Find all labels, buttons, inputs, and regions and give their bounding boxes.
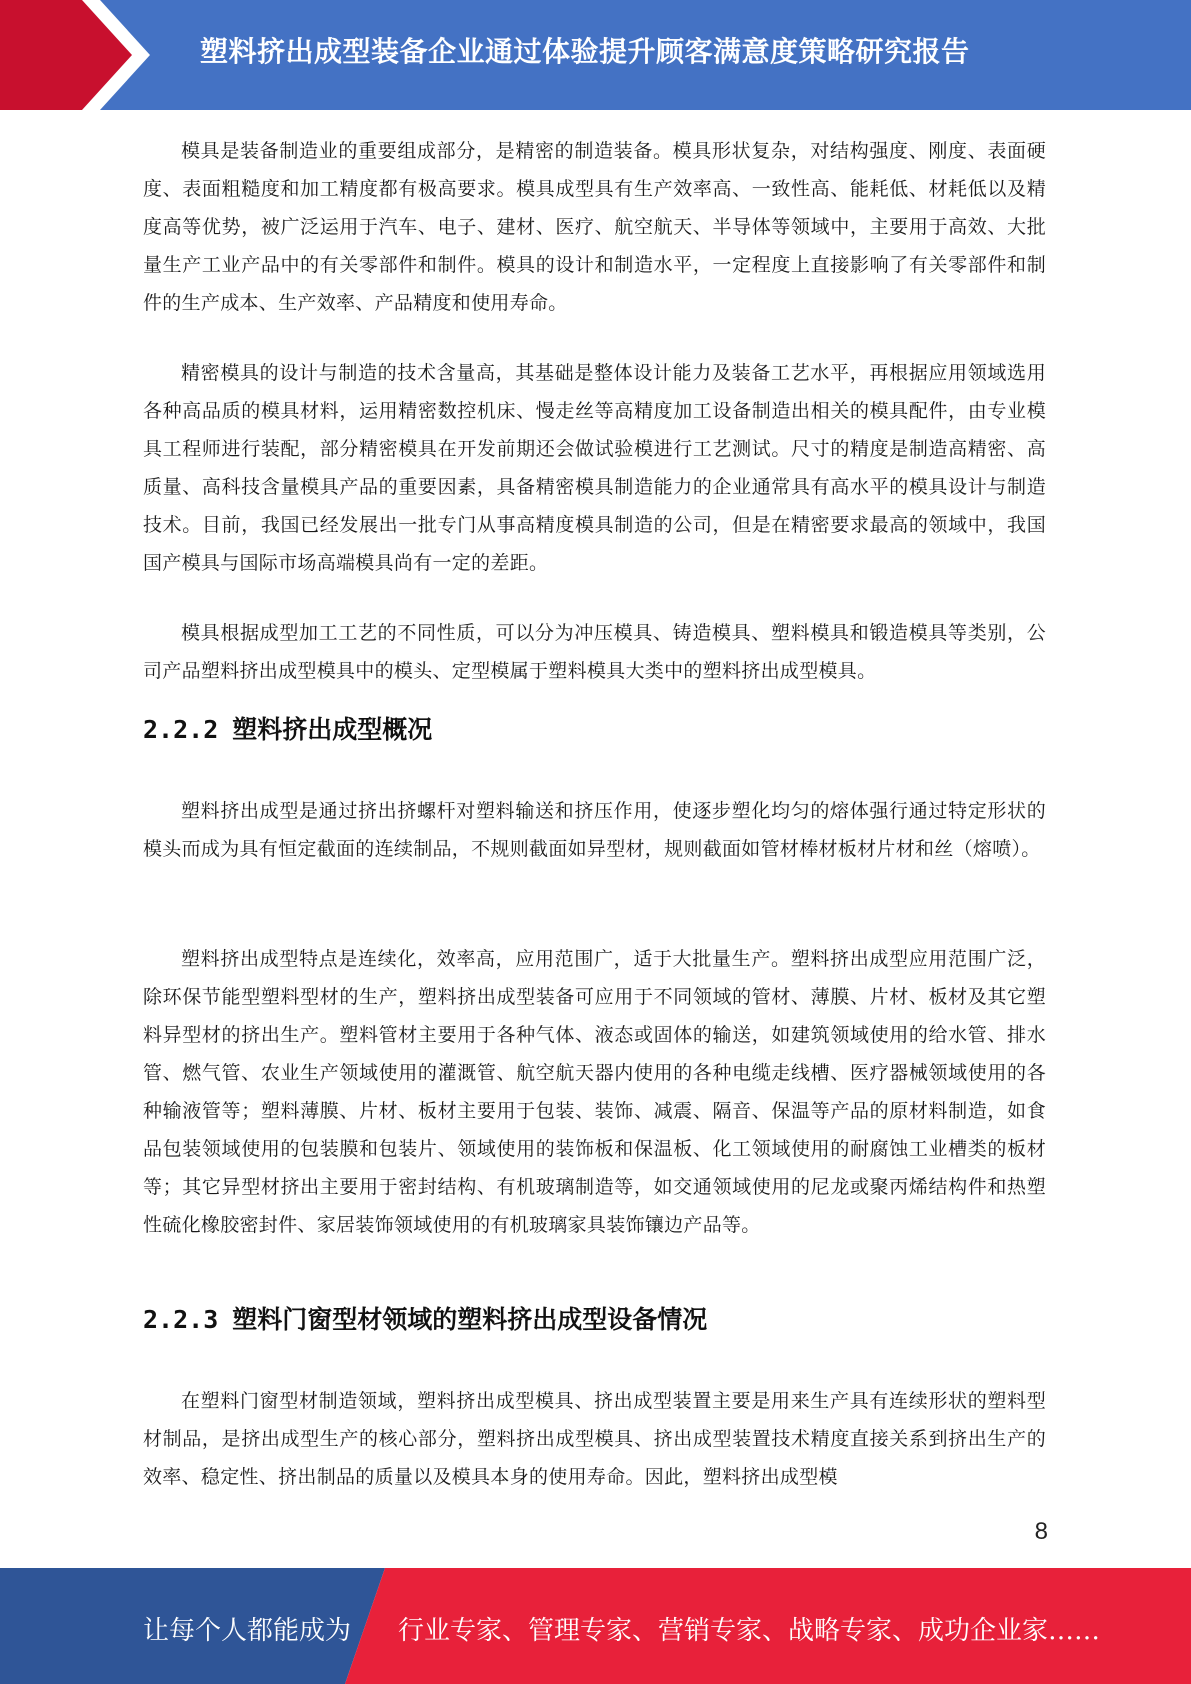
page-header [0,0,1191,110]
page-footer [0,1568,1191,1684]
section-title: 塑料门窗型材领域的塑料挤出成型设备情况 [232,1305,708,1334]
paragraph-mold-overview: 模具是装备制造业的重要组成部分，是精密的制造装备。模具形状复杂，对结构强度、刚度、表面硬度、表面粗糙度和加工精度都有极高要求。模具成型具有生产效率高、一致性高、能耗低、材耗低以及精度高等优势，被广泛运用于汽车、电子、建材、医疗、航空航天、半导体等领域中，主要用于高效、大批量生产工业产品中的有关零部件和制件。模具的设计和制造水平，一定程度上直接影响了有关零部件和制件的生产成本、生产效率、产品精度和使用寿命。 [143,140,1046,314]
paragraph-window-profile: 在塑料门窗型材制造领域，塑料挤出成型模具、挤出成型装置主要是用来生产具有连续形状的塑料型材制品，是挤出成型生产的核心部分，塑料挤出成型模具、挤出成型装置技术精度直接关系到挤出生产的效率、稳定性、挤出制品的质量以及模具本身的使用寿命。因此，塑料挤出成型模 [143,1390,1046,1488]
paragraph-precision-mold: 精密模具的设计与制造的技术含量高，其基础是整体设计能力及装备工艺水平，再根据应用领域选用各种高品质的模具材料，运用精密数控机床、慢走丝等高精度加工设备制造出相关的模具配件，由专业模具工程师进行装配，部分精密模具在开发前期还会做试验模进行工艺测试。尺寸的精度是制造高精密、高质量、高科技含量模具产品的重要因素，具备精密模具制造能力的企业通常具有高水平的模具设计与制造技术。目前，我国已经发展出一批专门从事高精度模具制造的公司，但是在精密要求最高的领域中，我国国产模具与国际市场高端模具尚有一定的差距。 [143,362,1046,574]
paragraph-extrusion-applications: 塑料挤出成型特点是连续化，效率高，应用范围广，适于大批量生产。塑料挤出成型应用范围广泛，除环保节能型塑料型材的生产，塑料挤出成型装备可应用于不同领域的管材、薄膜、片材、板材及其它塑料异型材的挤出生产。塑料管材主要用于各种气体、液态或固体的输送，如建筑领域使用的给水管、排水管、燃气管、农业生产领域使用的灌溉管、航空航天器内使用的各种电缆走线槽、医疗器械领域使用的各种输液管等；塑料薄膜、片材、板材主要用于包装、装饰、减震、隔音、保温等产品的原材料制造，如食品包装领域使用的包装膜和包装片、领域使用的装饰板和保温板、化工领域使用的耐腐蚀工业槽类的板材等；其它异型材挤出主要用于密封结构、有机玻璃制造等，如交通领域使用的尼龙或聚丙烯结构件和热塑性硫化橡胶密封件、家居装饰领域使用的有机玻璃家具装饰镶边产品等。 [143,948,1046,1236]
section-heading-2-2-2 [143,710,432,746]
section-heading-2-2-3 [143,1300,707,1336]
footer-slogan-right: 行业专家、管理专家、营销专家、战略专家、成功企业家…… [398,1616,1101,1646]
report-title: 塑料挤出成型装备企业通过体验提升顾客满意度策略研究报告 [200,35,970,68]
section-title: 塑料挤出成型概况 [232,715,433,744]
section-number: 2.2.3 [143,1305,219,1334]
footer-slogan-left: 让每个人都能成为 [143,1616,352,1646]
page-number: 8 [1034,1518,1048,1545]
paragraph-mold-categories: 模具根据成型加工工艺的不同性质，可以分为冲压模具、铸造模具、塑料模具和锻造模具等类别，公司产品塑料挤出成型模具中的模头、定型模属于塑料模具大类中的塑料挤出成型模具。 [143,622,1046,682]
section-number: 2.2.2 [143,715,219,744]
header-arrow-decoration [0,0,160,110]
paragraph-extrusion-definition: 塑料挤出成型是通过挤出挤螺杆对塑料输送和挤压作用，使逐步塑化均匀的熔体强行通过特定形状的模头而成为具有恒定截面的连续制品，不规则截面如异型材，规则截面如管材棒材板材片材和丝（熔喷）。 [143,800,1046,860]
